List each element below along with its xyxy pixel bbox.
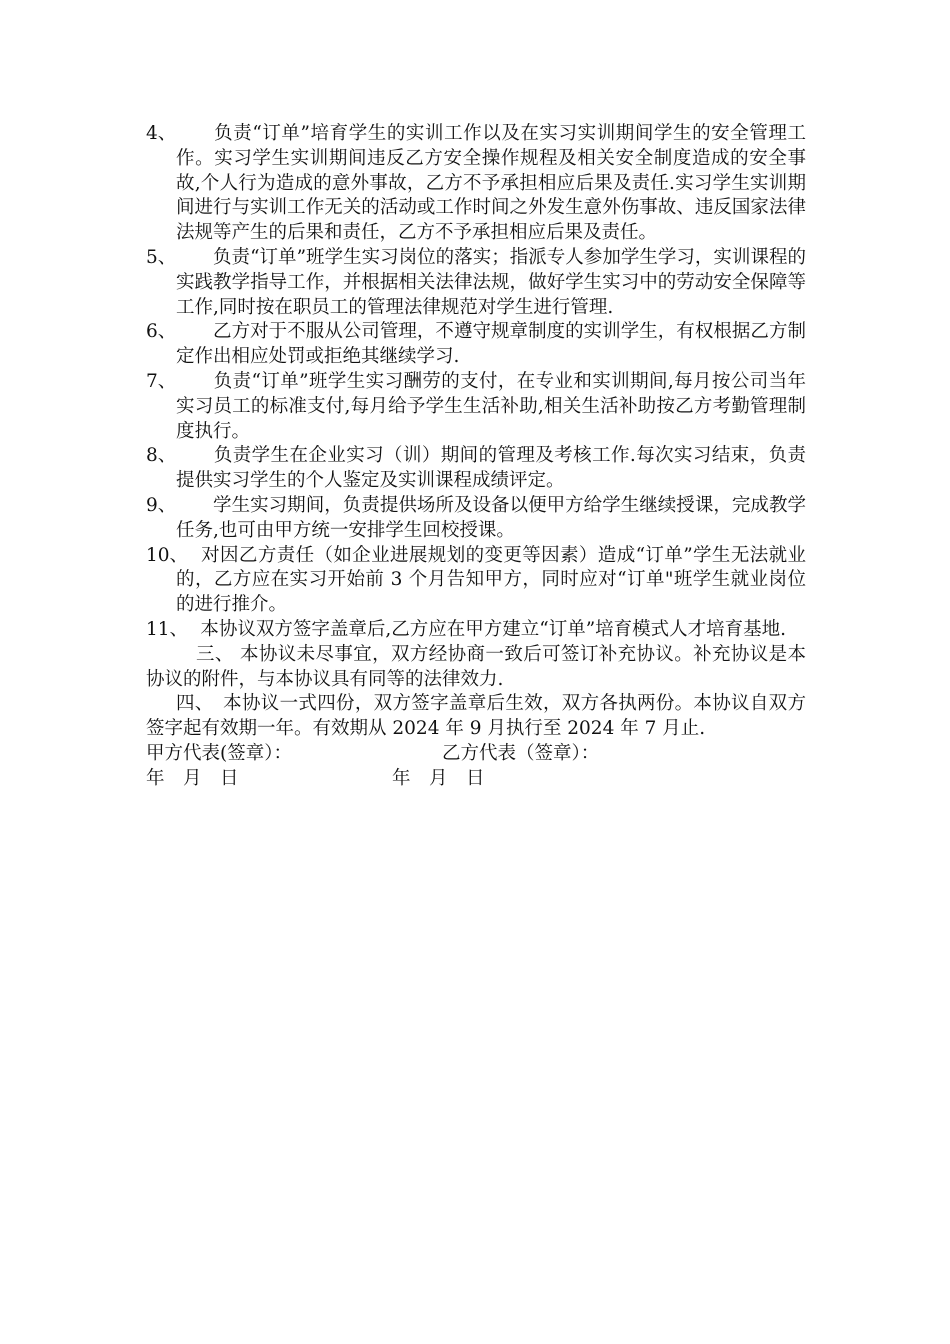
clause-11 [146, 618, 806, 643]
section-four-paragraph: 四、 本协议一式四份，双方签字盖章后生效，双方各执两份。本协议自双方签字起有效期一年。有效期从 2024 年 9 月执行至 2024 年 7 月止. [146, 693, 806, 740]
clause-number: 9、 [146, 494, 177, 516]
clause-6 [146, 320, 806, 370]
clause-7 [146, 370, 806, 444]
signature-row [146, 742, 806, 767]
clause-text: 负责“订单”培育学生的实训工作以及在实习实训期间学生的安全管理工作。实习学生实训期间违反乙方安全操作规程及相关安全制度造成的安全事故,个人行为造成的意外事故，乙方不予承担相应后果及责任.实习学生实训期间进行与实训工作无关的活动或工作时间之外发生意外伤事故、违反国家法律法规等产生的后果和责任，乙方不予承担相应后果及责任。 [176, 123, 806, 244]
section-three-paragraph: 三、 本协议未尽事宜，双方经协商一致后可签订补充协议。补充协议是本协议的附件，与本协议具有同等的法律效力. [146, 643, 806, 690]
document-body [146, 122, 806, 792]
clause-number: 10、 [146, 544, 189, 566]
party-b-date: 年 月 日 [392, 767, 485, 789]
clause-text: 负责“订单”班学生实习酬劳的支付，在专业和实训期间,每月按公司当年实习员工的标准支付,每月给予学生生活补助,相关生活补助按乙方考勤管理制度执行。 [176, 370, 806, 442]
clause-5 [146, 246, 806, 320]
party-a-date: 年 月 日 [146, 767, 239, 789]
clause-4 [146, 122, 806, 246]
clause-9 [146, 494, 806, 544]
clause-10 [146, 544, 806, 618]
clause-number: 4、 [146, 123, 177, 144]
party-b-signature-label: 乙方代表（签章）： [442, 742, 600, 764]
clause-8 [146, 444, 806, 494]
clause-text: 学生实习期间，负责提供场所及设备以便甲方给学生继续授课，完成教学任务,也可由甲方统一安排学生回校授课。 [176, 494, 806, 541]
date-row [146, 767, 806, 792]
clause-number: 6、 [146, 321, 177, 343]
clause-number: 5、 [146, 246, 177, 268]
clause-text: 负责学生在企业实习（训）期间的管理及考核工作.每次实习结束，负责提供实习学生的个人鉴定及实训课程成绩评定。 [176, 445, 806, 492]
clause-number: 8、 [146, 445, 177, 467]
clause-number: 11、 [146, 618, 189, 640]
clause-text: 对因乙方责任（如企业进展规划的变更等因素）造成“订单”学生无法就业的，乙方应在实习开始前 3 个月告知甲方，同时应对“订单"班学生就业岗位的进行推介。 [176, 544, 806, 616]
party-a-signature-label: 甲方代表(签章）： [146, 742, 292, 764]
clause-number: 7、 [146, 370, 177, 392]
clause-text: 负责“订单”班学生实习岗位的落实；指派专人参加学生学习，实训课程的实践教学指导工作，并根据相关法律法规，做好学生实习中的劳动安全保障等工作,同时按在职员工的管理法律规范对学生进行管理. [176, 246, 806, 318]
clause-text: 本协议双方签字盖章后,乙方应在甲方建立“订单”培育模式人才培育基地. [176, 618, 787, 640]
clause-text: 乙方对于不服从公司管理，不遵守规章制度的实训学生，有权根据乙方制定作出相应处罚或拒绝其继续学习. [176, 321, 806, 368]
